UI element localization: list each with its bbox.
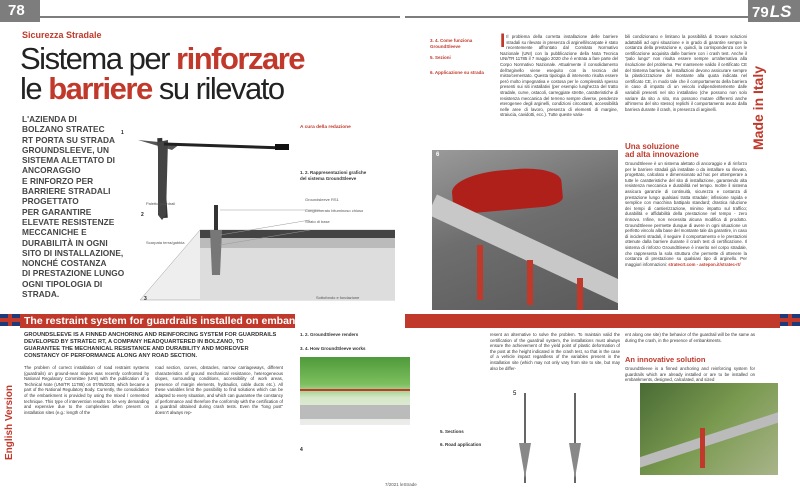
uk-flag-left [0, 314, 20, 326]
uk-flag-right [780, 314, 800, 326]
intro-line: ELEVATE RESISTENZE [22, 216, 115, 227]
label-conglomerato: Conglomerato bituminoso chiuso [305, 208, 364, 213]
english-title-bar-right [405, 314, 780, 328]
en-intro: GROUNDSLEEVE IS A FINNED ANCHORING AND REINFORCING SYSTEM FOR GUARDRAILS DEVELOPED BY STRATEC RT, A COMPANY HEADQUARTERED IN BOLZANO, TO GUARANTEE THE MECHANICAL RESISTANCE AND DURABILITY AND MOREOVER CONSTANCY OF PERFORMANCE ALONG ANY ROAD SECTION. [24, 332, 277, 359]
road-photo [432, 150, 618, 310]
en-cap-road: 6. Road application [440, 442, 482, 447]
car-shape [450, 165, 563, 214]
intro-line: DURABILITÀ IN OGNI [22, 237, 108, 248]
label-sottofondo: Sottofondo e fondazione [316, 295, 360, 300]
it-body-col3: GroundSleeve è un sistema alettato di ancoraggio e di rinforzo per le barriere stradali già installate o da installare su rilevato, progettato, calcolato e dimensionato ad hoc per ottemperare a tutte le caratteristiche del sito di installazione, garantendo alta resistenza meccanica e durabilità nel tempo. Inoltre il sistema assicura garanzie di continuità, sicurezza e costanza di prestazione lungo qualsiasi tratta stradale; infissione rapida e semplice con macchina battipalo standard; drastica riduzione dei tempi di cantierizzazione, minimo impatto sul traffico; durabilità e affidabilità della prestazione nel tempo - zero rinnovo. Infine, non necessita alcuna modifica di prodotto. GroundSleeve permette dunque di avere in ogni situazione un perfetto vincolo alla base del montante tale da garantire, in caso di incidenti stradali, il seguire il comportamento e le prestazioni ottenute dalla barriere durante il crash test di certificazione. Il sistema di rinforzo GroundSleeve è inserito nel corpo stradale, che rappresenta la sola struttura che permette di ottenere la costanza di prestazione su qualsiasi tipo di arginello. Per maggiori informazioni: stratecrt.com - astepon.it/stratec-rt/ [625, 161, 747, 267]
intro-line: BOLZANO STRATEC [22, 124, 105, 135]
caption-sections: 5. Sezioni [430, 55, 451, 60]
en-body-col4: ent along one site) the behavior of the guardrail will be the same as during the crash, in the presence of embankments. [625, 332, 755, 343]
english-title: The restraint system for guardrails installed on embankments [24, 315, 333, 327]
svg-text:5: 5 [513, 391, 517, 397]
road-application-photo [640, 383, 778, 475]
fig-number-3: 3 [144, 296, 147, 302]
fig1-caption-line: del sistema GroundSleeve [300, 176, 357, 181]
en-body-col2: road section, curves, obstacles, narrow carriageways, different characteristics of ground mechanical resistance, heterogeneous slopes, surrounding conditions, accessibility of work areas, presence of margin elements, hydraulics, cable ducts etc.). All these variables limit the possibility to find solutions which can be adapted to every situation, and which can guarantee the constancy of performance and therefore the conformity with the certification of a guardrail obtained during crash tests. Even the "long post" doesn't always rep- [155, 365, 283, 415]
caption-how-works: 3. 4. Come funziona GroundSleeve [430, 38, 473, 49]
caption-application: 6. Applicazione su strada [430, 70, 484, 75]
intro-text [22, 114, 134, 299]
footer: 7/2021 leStrade [385, 482, 417, 487]
it-body-col2: bili condizionano e limitano la possibilità di trovare soluzioni adattabili ad ogni situazione e in grado di garantire sempre la costanza della prestazione e, quindi, la corrispondenza con le certificazione acquisita dalle barriere con i crash test. Anche il "palo lungo" non risulta essere sempre un'alternativa alla risoluzione del problema. Per mantenere valido il certificato CE del Sistema barriera, le installazioni devono assicurare sempre la plasticizzazione del montante alla quota indicata nel certificato CE, in modo tale che il comportamento della barriera in caso di impatto di un veicolo indipendentemente dalle variabili presenti nel sito installativo (che possono non solo variare da sito a sito, ma possono mutare differenti anche all'interno del sito stesso) replichi il comportamento avuto dalla barriera durante il crash, in presenza di arginelli. [625, 34, 747, 112]
intro-line: OGNI TIPOLOGIA DI [22, 278, 103, 289]
guardrail-shape [432, 195, 618, 308]
en-fig-grey-band [300, 405, 410, 419]
en-fig-red-line [300, 389, 410, 391]
intro-line: ANCORAGGIO [22, 165, 81, 176]
sections-drawing [505, 383, 615, 493]
fig1-caption-line: 1. 2. Rappresentazioni grafiche [300, 170, 367, 175]
made-in-italy: Made in Italy [750, 65, 766, 150]
right-page-number: 79LS [748, 0, 800, 22]
label-groundsleeve: Groundsleeve RS1 [305, 197, 339, 202]
figure-credit: A cura della redazione [300, 125, 351, 130]
intro-line: DI PRESTAZIONE LUNGO [22, 268, 125, 279]
intro-line: NONCHÉ COSTANZA [22, 258, 107, 269]
dropcap: I [500, 31, 506, 52]
photo-number: 6 [436, 152, 440, 158]
red-post-1 [477, 245, 483, 300]
left-page-number: 78 [0, 0, 40, 22]
intro-line: SISTEMA ALETTATO DI [22, 155, 115, 166]
label-scarpata: Scarpata terra/gabbia [146, 240, 185, 245]
en-body-col3: resent an alternative to solve the problem. To maintain valid the certification of the guardrail system, the installations must always ensure the achievement of the yield point of plastic deformation of the post at the height indicated in the crash test, so that in the case of a vehicle impact regardless of the variables present in the installation site (which may not only vary from site to site, but may also be differ- [490, 332, 620, 371]
intro-line: L'AZIENDA DI [22, 114, 77, 124]
en-cap-renders: 1. 2. GroundSleeve renders [300, 332, 359, 337]
page-title: Sistema per rinforzare le barriere su rilevato [20, 41, 304, 106]
en-photo-rail [640, 407, 778, 469]
en-cap-how: 3. 4. How GroundSleeve works [300, 346, 366, 351]
intro-line: RT PORTA SU STRADA [22, 134, 116, 145]
header-rule-left [40, 16, 400, 18]
intro-line: MECCANICHE E [22, 227, 87, 238]
label-paletto: Paletto guardrail [146, 201, 176, 206]
en-figure-panel [300, 357, 410, 425]
intro-line: SITO DI INSTALLAZIONE, [22, 247, 124, 258]
en-body-col1: The problem of correct installation of road restraint systems (guardrails) on ground-near slopes was recently confronted by National Regulatory Committee (UNI) with the publication of a Technical Note (UNI/TR 11785) on 07/05/2020, which became a part of the National Regulatory Body. Currently, the consolidation of the embankment is provided by using the mixed / cemented technique. This type of intervention results to be very demanding and expensive due to the complexities often present on installation sites (e.g.: length of the [24, 365, 149, 415]
intro-line: PROGETTATO [22, 196, 79, 207]
intro-line: E RINFORZO PER [22, 175, 94, 186]
label-strato: Strato di base [305, 219, 330, 224]
en-cap-sections: 5. Sections [440, 429, 464, 434]
fig1-caption [300, 170, 366, 182]
fig-number-2: 2 [141, 212, 144, 218]
fig-number-4: 4 [300, 447, 303, 453]
en-innovative-heading: An innovative solution [625, 355, 706, 364]
section-label: Sicurezza Stradale [22, 30, 102, 40]
en-body-col4b: GroundSleeve is a finned anchoring and reinforcing system for guardrails which are already installed or are to be installed on embankments, designed, calculated, and sized [625, 366, 755, 383]
intro-line: GROUNDSLEEVE, UN [22, 144, 110, 155]
fig-number-1: 1 [121, 130, 124, 136]
header-rule-right [405, 16, 750, 18]
it-body-col1: I Il problema della corretta installazione delle barriere stradali su rilevato in presenza di arginelli/scarpate è stato recentemente affrontato dal Comitato Normativo Nazionale (UNI) con la pubblicazione della Nota Tecnica UNI/TR 11785 il 7 maggio 2020 che è entrata a fare parte del Corpo Normativo Nazionale. Attualmente il consolidamento dell'arginello viene eseguito con la tecnica del misto/cementato. Questa tipologia di intervento risulta essere però molto impegnativa e costosa per le complessità spesso presenti sui siti installativi (per esempio lunghezza del tratto stradale, curve, ostacoli, carreggiate strette, caratteristiche di resistenza meccanica del terreno sempre diverse, pendenze eterogenee degli arginelli, condizioni circostanti, accessibilità nelle aree di lavoro, presenza di elementi di margine, straiucia, cavidotti, ecc.). Tutte queste varia- [500, 31, 618, 118]
solution-heading: Una soluzione ad alta innovazione [625, 142, 699, 159]
header-logo: LS [769, 2, 792, 21]
en-photo-post [700, 428, 705, 468]
intro-line: BARRIERE STRADALI [22, 186, 111, 197]
red-post-3 [577, 278, 583, 310]
intro-line: PER GARANTIRE [22, 206, 92, 217]
red-post-2 [527, 260, 533, 305]
english-version-label: English Version [4, 384, 15, 460]
intro-line: STRADA. [22, 289, 60, 300]
info-links[interactable]: stratecrt.com - astepon.it/stratec-rt/ [668, 261, 741, 267]
